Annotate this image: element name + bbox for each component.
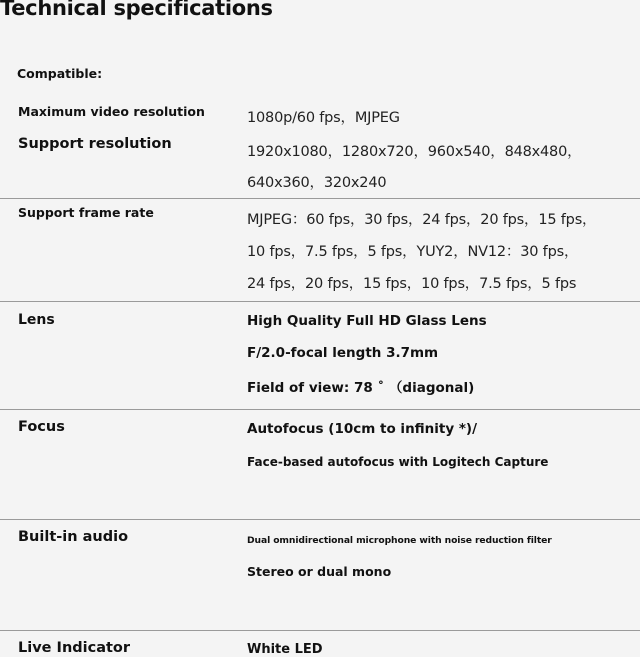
lens-line-1: High Quality Full HD Glass Lens bbox=[247, 313, 487, 329]
focus-line-2: Face-based autofocus with Logitech Capture bbox=[247, 455, 549, 469]
row-divider bbox=[0, 198, 640, 199]
compatible-label: Compatible: bbox=[17, 66, 103, 81]
lens-label: Lens bbox=[18, 312, 55, 328]
row-divider bbox=[0, 519, 640, 520]
lens-line-2: F/2.0-focal length 3.7mm bbox=[247, 345, 439, 361]
frame-rate-line-1: MJPEG：60 fps，30 fps，24 fps，20 fps，15 fps， bbox=[247, 212, 597, 228]
row-divider bbox=[0, 301, 640, 302]
frame-rate-line-3: 24 fps，20 fps，15 fps，10 fps，7.5 fps，5 fps bbox=[247, 276, 577, 292]
focus-label: Focus bbox=[18, 419, 65, 435]
max-video-resolution-label: Maximum video resolution bbox=[18, 104, 205, 119]
page-title: Technical specifications bbox=[0, 0, 273, 20]
live-indicator-value: White LED bbox=[247, 642, 323, 657]
focus-line-1: Autofocus (10cm to infinity *)/ bbox=[247, 421, 478, 437]
support-resolution-label: Support resolution bbox=[18, 136, 172, 152]
row-divider bbox=[0, 409, 640, 410]
audio-line-2: Stereo or dual mono bbox=[247, 564, 392, 579]
lens-line-3: Field of view: 78 ˚ （diagonal) bbox=[247, 380, 475, 396]
support-resolution-line-1: 1920x1080，1280x720，960x540，848x480， bbox=[247, 144, 582, 160]
support-resolution-line-2: 640x360，320x240 bbox=[247, 175, 387, 191]
live-indicator-label: Live Indicator bbox=[18, 640, 131, 656]
max-video-resolution-value: 1080p/60 fps，MJPEG bbox=[247, 110, 400, 126]
frame-rate-line-2: 10 fps，7.5 fps，5 fps，YUY2，NV12：30 fps， bbox=[247, 244, 579, 260]
built-in-audio-label: Built-in audio bbox=[18, 529, 129, 545]
audio-line-1: Dual omnidirectional microphone with noise reduction filter bbox=[247, 535, 552, 546]
support-frame-rate-label: Support frame rate bbox=[18, 205, 154, 220]
row-divider bbox=[0, 630, 640, 631]
